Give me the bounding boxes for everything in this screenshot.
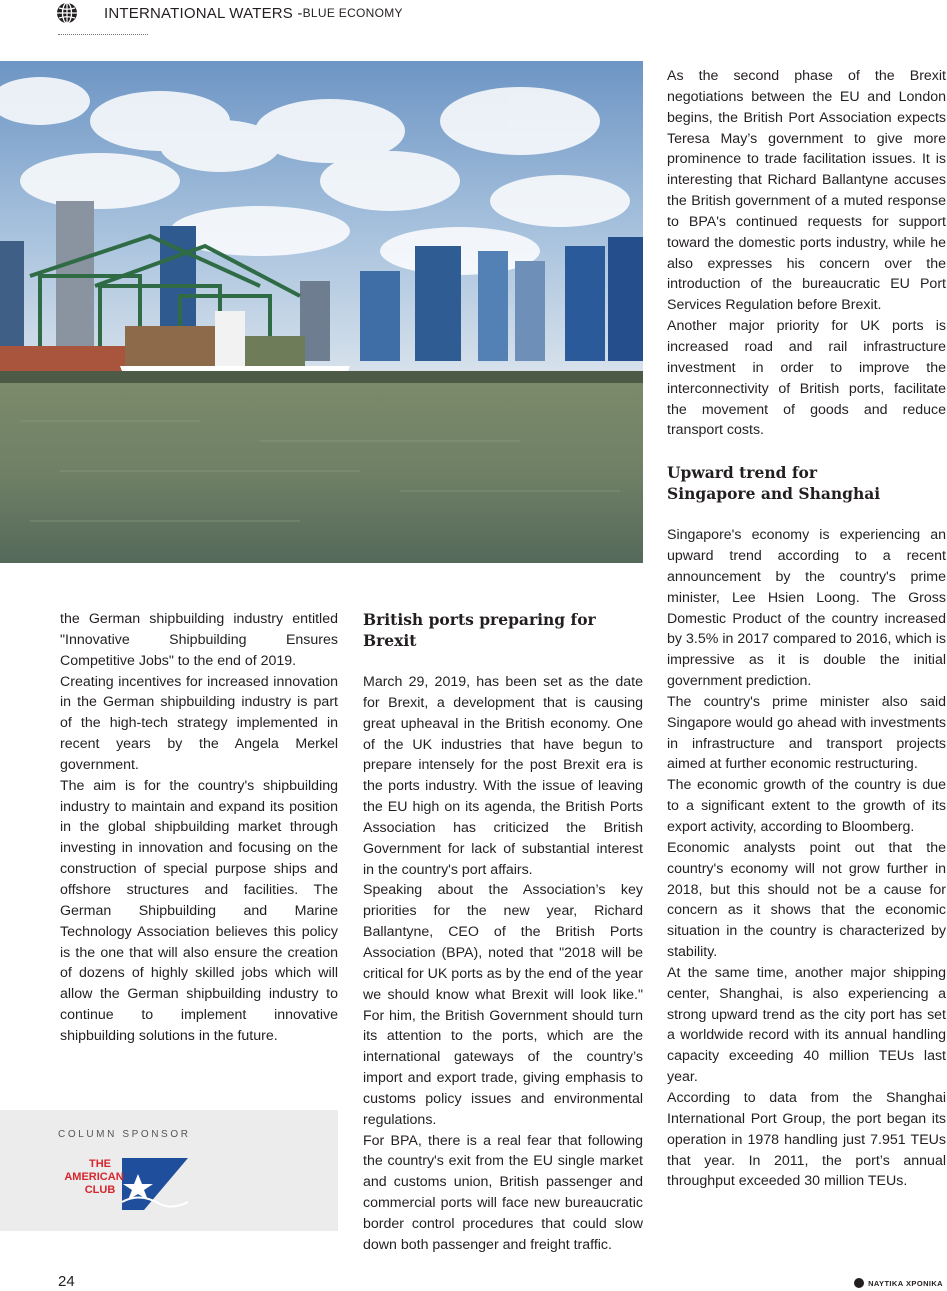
paragraph: Speaking about the Association’s key priorities for the new year, Richard Ballantyne, CEO of the British Ports Association (BPA), noted that "2018 will be critical for UK ports as by the end of the year we should know what Brexit will look like." For him, the British Government should turn its attention to the ports, which are the international gateways of the country’s import and export trade, giving emphasis to customs policy issues and environmental regulations.	[363, 882, 643, 1128]
page-header	[56, 0, 403, 26]
paragraph: Another major priority for UK ports is increased road and rail infrastructure investment in order to improve the interconnectivity of British ports, facilitate the movement of goods and reduce transport costs.	[667, 318, 946, 439]
paragraph: At the same time, another major shipping center, Shanghai, is also experiencing a strong upward trend as the city port has set a worldwide record with its annual handling capacity exceeding 40 million TEUs last year.	[667, 964, 946, 1086]
section-heading: British ports preparing for Brexit	[363, 610, 596, 650]
paragraph: the German shipbuilding industry entitled "Innovative Shipbuilding Ensures Competitive Jobs" to the end of 2019.	[60, 611, 338, 669]
page-number: 24	[58, 1273, 75, 1290]
paragraph: For BPA, there is a real fear that following the country's exit from the EU single market and customs union, British passenger and commercial ports will face new bureaucratic border control procedures that could slow down both passenger and freight traffic.	[363, 1132, 643, 1253]
article-column-3	[667, 66, 946, 1192]
section-title: INTERNATIONAL WATERS -	[104, 4, 303, 22]
logo-text: THE	[89, 1158, 111, 1170]
paragraph: March 29, 2019, has been set as the date for Brexit, a development that is causing great upheaval in the British economy. One of the UK industries that have begun to prepare intensely for the post Brexit era is the ports industry. With the issue of leaving the EU high on its agenda, the British Ports Association has criticized the British Government for lack of substantial interest in the country's port affairs.	[363, 674, 643, 878]
column-sponsor-box	[0, 1110, 338, 1231]
paragraph: As the second phase of the Brexit negotiations between the EU and London begins, the British Port Association expects Teresa May’s government to give more prominence to trade facilitation issues. It is interesting that Richard Ballantyne accuses the British government of a muted response to BPA's continued requests for support toward the domestic ports industry, while he also expresses his concern over the introduction of the bureaucratic EU Port Services Regulation before Brexit.	[667, 68, 946, 314]
header-divider	[58, 34, 148, 35]
logo-text: CLUB	[84, 1184, 116, 1196]
paragraph: Creating incentives for increased innovation in the German shipbuilding industry is part of the high-tech strategy implemented in recent years by the Angela Merkel government.	[60, 673, 338, 773]
logo-text: AMERICAN	[64, 1171, 124, 1183]
magazine-name	[854, 1278, 943, 1288]
paragraph: According to data from the Shanghai International Port Group, the port began its operation in 1978 handling just 7.951 TEUs that year. In 2011, the port’s annual throughput exceeded 30 million TEUs.	[667, 1089, 946, 1190]
paragraph: The economic growth of the country is due to a significant extent to the growth of its export activity, according to Bloomberg.	[667, 777, 946, 835]
section-heading: Upward trend for Singapore and Shanghai	[667, 463, 881, 504]
port-photo	[0, 61, 643, 563]
paragraph: The country's prime minister also said Singapore would go ahead with investments in infrastructure and transport projects aimed at further economic restructuring.	[667, 693, 946, 773]
paragraph: Economic analysts point out that the country's economy will not grow further in 2018, but this should not be a cause for concern as it shows that the economic situation in the country is characterized by stability.	[667, 839, 946, 961]
paragraph: Singapore's economy is experiencing an upward trend according to a recent announcement by the country's prime minister, Lee Hsien Loong. The Gross Domestic Product of the country increased by 3.5% in 2017 compared to 2016, which is impressive as it is double the initial government prediction.	[667, 527, 946, 690]
paragraph: The aim is for the country's shipbuilding industry to maintain and expand its position in the global shipbuilding market through investing in innovation and focusing on the construction of special purpose ships and offshore structures and facilities. The German Shipbuilding and Marine Technology Association believes this policy is the one that will also ensure the creation of dozens of highly skilled jobs which will allow the German shipbuilding industry to continue to implement innovative shipbuilding solutions in the future.	[60, 777, 338, 1044]
section-subtitle: BLUE ECONOMY	[302, 6, 403, 20]
globe-icon	[56, 2, 78, 24]
magazine-logo-icon	[854, 1278, 864, 1288]
article-column-1	[60, 609, 338, 1047]
sponsor-label: COLUMN SPONSOR	[58, 1129, 191, 1140]
american-club-logo	[60, 1152, 192, 1214]
magazine-title: ΝΑΥΤΙΚΑ ΧΡΟΝΙΚΑ	[868, 1278, 943, 1288]
article-column-2	[363, 609, 643, 1256]
